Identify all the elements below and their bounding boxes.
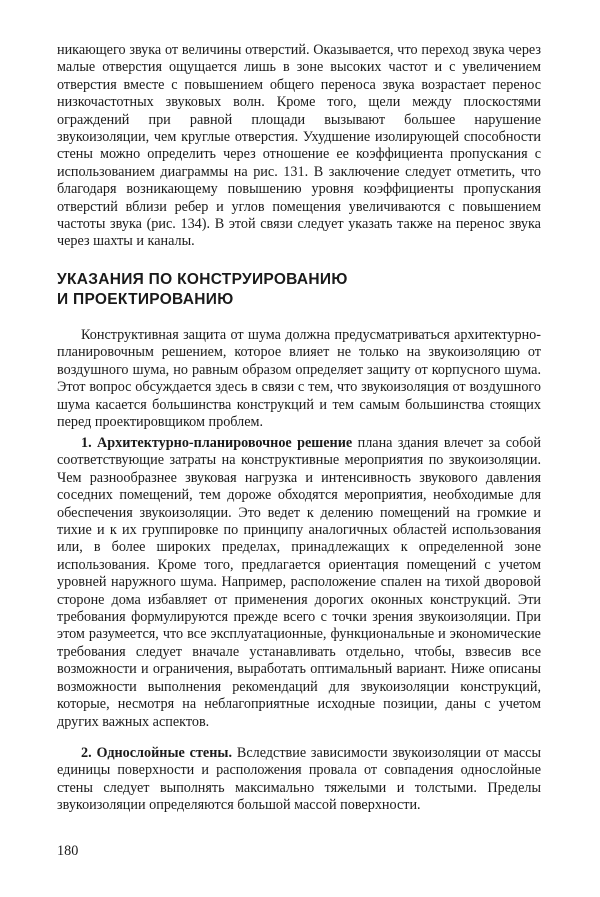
page-number: 180 xyxy=(57,843,79,859)
paragraph-item-1-body: плана здания влечет за собой соответствующие затраты на конструктивные мероприятия по звукоизоляции. Чем разнообразнее звуковая нагрузка и интенсивность звукового давления соседних помещений, тем дороже обходятся мероприятия, необходимые для обеспечения звукоизоляции. Это ведет к делению помещений на громкие и тихие и к их группировке по принципу аналогичных областей использования или, в более широких пределах, принадлежащих к определенной зоне использования. Кроме того, предлагается ориентация помещений с учетом уровней наружного шума. Например, расположение спален на тихой дворовой стороне дома избавляет от применения дорогих оконных конструкций. Эти требования формулируются прежде всего с точки зрения звукоизоляции. При этом разумеется, что все эксплуатационные, функциональные и экономические требования следует вначале устанавливать отдельно, чтобы, взвесив все возможности и ограничения, выработать оптимальный вариант. Ниже описаны возможности выполнения рекомендаций для звукоизоляции конструкций, которые, несмотря на неблагоприятные исходные позиции, даны с учетом других важных аспектов. xyxy=(57,435,541,730)
paragraph-item-1-lead: 1. Архитектурно-планировочное решение xyxy=(81,435,353,451)
section-heading-line-2: И ПРОЕКТИРОВАНИЮ xyxy=(57,291,234,308)
paragraph-item-2-body: Вследствие зависимости звукоизоляции от массы единицы поверхности и расположения провала от совпадения однослойные стены следует выполнять максимально тяжелыми и толстыми. Пределы звукоизоляции определяются большой массой поверхности. xyxy=(57,745,542,814)
section-heading xyxy=(57,270,541,310)
section-heading-line-1: УКАЗАНИЯ ПО КОНСТРУИРОВАНИЮ xyxy=(57,271,348,288)
paragraph-item-2-lead: 2. Однослойные стены. xyxy=(81,745,233,761)
paragraph-intro: Конструктивная защита от шума должна предусматриваться архитектурно-планировочным решением, которое влияет не только на звукоизоляцию от воздушного шума, но равным образом определяет защиту от корпусного шума. Этот вопрос обсуждается здесь в связи с тем, что звукоизоляция от воздушного шума касается большинства конструкций и тем самым большинства стоящих перед проектировщиком проблем. xyxy=(57,327,541,431)
paragraph-item-2 xyxy=(57,745,541,815)
paragraph-item-1 xyxy=(57,435,541,731)
paragraph-continuation: никающего звука от величины отверстий. Оказывается, что переход звука через малые отверстия ощущается лишь в зоне высоких частот и с увеличением отверстия вместе с повышением общего переноса звука возрастает перенос низкочастотных звуковых волн. Кроме того, щели между плоскостями ограждений при равной площади вызывают большее нарушение звукоизоляции, чем круглые отверстия. Ухудшение изолирующей способности стены можно определить через отношение ее коэффициента пропускания с использованием диаграммы на рис. 131. В заключение следует отметить, что благодаря возникающему повышению уровня коэффициенты пропускания отверстий вблизи ребер и углов помещения увеличиваются с повышением частоты звука (рис. 134). В этой связи следует указать также на перенос звука через шахты и каналы. xyxy=(57,42,541,250)
